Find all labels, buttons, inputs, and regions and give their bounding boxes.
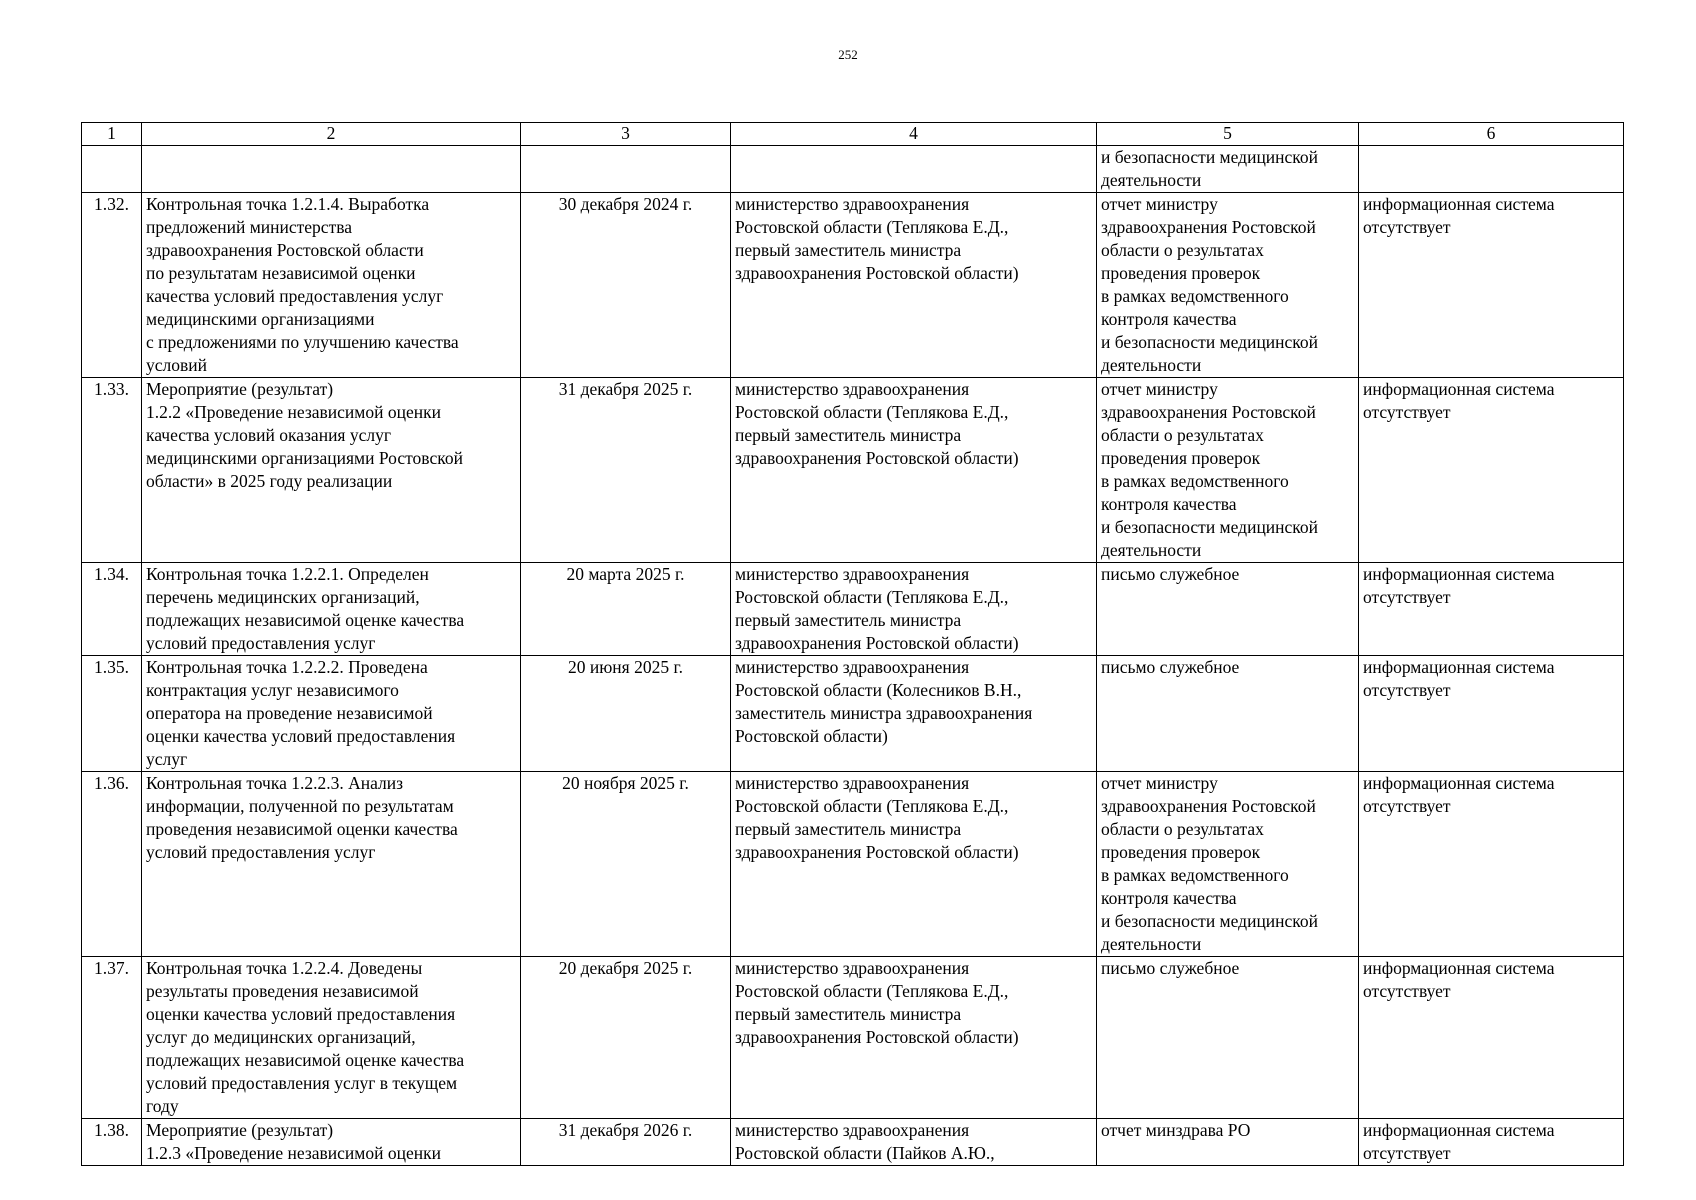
information-system-line: информационная система bbox=[1363, 657, 1555, 677]
event-description-line: по результатам независимой оценки bbox=[146, 263, 416, 283]
event-description-line: оценки качества условий предоставления bbox=[146, 1004, 456, 1024]
event-description-line: перечень медицинских организаций, bbox=[146, 587, 420, 607]
confirming-document-line: деятельности bbox=[1101, 540, 1202, 560]
confirming-document-line: здравоохранения Ростовской bbox=[1101, 796, 1316, 816]
event-description-line: услуг до медицинских организаций, bbox=[146, 1027, 416, 1047]
table-row bbox=[82, 378, 1624, 563]
row-number: 1.33. bbox=[82, 378, 142, 563]
responsible-party-line: Ростовской области (Пайков А.Ю., bbox=[735, 1143, 995, 1163]
column-header: 6 bbox=[1359, 123, 1624, 146]
event-description bbox=[142, 1119, 521, 1166]
event-description bbox=[142, 193, 521, 378]
responsible-party-line: здравоохранения Ростовской области) bbox=[735, 633, 1019, 653]
responsible-party-line: Ростовской области (Теплякова Е.Д., bbox=[735, 796, 1009, 816]
information-system bbox=[1359, 1119, 1624, 1166]
information-system-line: отсутствует bbox=[1363, 1143, 1451, 1163]
confirming-document-line: отчет министру bbox=[1101, 194, 1218, 214]
responsible-party-line: министерство здравоохранения bbox=[735, 194, 970, 214]
responsible-party-line: Ростовской области (Теплякова Е.Д., bbox=[735, 217, 1009, 237]
table-row bbox=[82, 772, 1624, 957]
confirming-document-line: деятельности bbox=[1101, 934, 1202, 954]
responsible-party bbox=[731, 193, 1097, 378]
event-description-line: с предложениями по улучшению качества bbox=[146, 332, 459, 352]
event-description bbox=[142, 772, 521, 957]
table-row bbox=[82, 193, 1624, 378]
table-row bbox=[82, 146, 1624, 193]
event-description-line: условий предоставления услуг bbox=[146, 842, 376, 862]
responsible-party-line: здравоохранения Ростовской области) bbox=[735, 263, 1019, 283]
confirming-document-line: контроля качества bbox=[1101, 494, 1237, 514]
confirming-document-line: области о результатах bbox=[1101, 240, 1264, 260]
confirming-document-line: и безопасности медицинской bbox=[1101, 147, 1319, 167]
responsible-party-line: министерство здравоохранения bbox=[735, 773, 970, 793]
confirming-document-line: проведения проверок bbox=[1101, 448, 1261, 468]
confirming-document-line: отчет министру bbox=[1101, 379, 1218, 399]
information-system-line: отсутствует bbox=[1363, 981, 1451, 1001]
column-header: 2 bbox=[142, 123, 521, 146]
information-system-line: информационная система bbox=[1363, 194, 1555, 214]
responsible-party-line: первый заместитель министра bbox=[735, 819, 962, 839]
column-header: 3 bbox=[521, 123, 731, 146]
confirming-document-line: в рамках ведомственного bbox=[1101, 865, 1289, 885]
information-system-line: отсутствует bbox=[1363, 587, 1451, 607]
responsible-party-line: министерство здравоохранения bbox=[735, 379, 970, 399]
information-system-line: отсутствует bbox=[1363, 680, 1451, 700]
event-description-line: медицинскими организациями bbox=[146, 309, 375, 329]
responsible-party bbox=[731, 1119, 1097, 1166]
event-description bbox=[142, 378, 521, 563]
event-description-line: условий bbox=[146, 355, 207, 375]
row-number: 1.32. bbox=[82, 193, 142, 378]
deadline-date: 20 ноября 2025 г. bbox=[521, 772, 731, 957]
responsible-party bbox=[731, 656, 1097, 772]
responsible-party bbox=[731, 563, 1097, 656]
confirming-document bbox=[1097, 772, 1359, 957]
deadline-date: 31 декабря 2025 г. bbox=[521, 378, 731, 563]
confirming-document-line: области о результатах bbox=[1101, 425, 1264, 445]
table-row bbox=[82, 563, 1624, 656]
information-system bbox=[1359, 146, 1624, 193]
event-description-line: предложений министерства bbox=[146, 217, 353, 237]
event-description-line: результаты проведения независимой bbox=[146, 981, 419, 1001]
row-number: 1.35. bbox=[82, 656, 142, 772]
information-system-line: отсутствует bbox=[1363, 217, 1451, 237]
event-description-line: Контрольная точка 1.2.1.4. Выработка bbox=[146, 194, 430, 214]
deadline-date: 20 марта 2025 г. bbox=[521, 563, 731, 656]
table-row bbox=[82, 656, 1624, 772]
header-row bbox=[82, 123, 1624, 146]
page-number: 252 bbox=[838, 47, 858, 62]
deadline-date: 20 июня 2025 г. bbox=[521, 656, 731, 772]
confirming-document-line: в рамках ведомственного bbox=[1101, 286, 1289, 306]
responsible-party-line: первый заместитель министра bbox=[735, 1004, 962, 1024]
event-description-line: подлежащих независимой оценке качества bbox=[146, 610, 465, 630]
responsible-party-line: здравоохранения Ростовской области) bbox=[735, 842, 1019, 862]
deadline-date bbox=[521, 146, 731, 193]
responsible-party-line: Ростовской области) bbox=[735, 726, 888, 746]
event-description-line: качества условий оказания услуг bbox=[146, 425, 392, 445]
confirming-document-line: письмо служебное bbox=[1101, 657, 1240, 677]
information-system-line: информационная система bbox=[1363, 379, 1555, 399]
information-system bbox=[1359, 656, 1624, 772]
column-header: 4 bbox=[731, 123, 1097, 146]
deadline-date: 31 декабря 2026 г. bbox=[521, 1119, 731, 1166]
responsible-party-line: Ростовской области (Теплякова Е.Д., bbox=[735, 981, 1009, 1001]
event-description bbox=[142, 146, 521, 193]
confirming-document-line: проведения проверок bbox=[1101, 263, 1261, 283]
confirming-document-line: отчет министру bbox=[1101, 773, 1218, 793]
event-description bbox=[142, 957, 521, 1119]
deadline-date: 30 декабря 2024 г. bbox=[521, 193, 731, 378]
event-description-line: услуг bbox=[146, 749, 188, 769]
row-number: 1.34. bbox=[82, 563, 142, 656]
responsible-party bbox=[731, 146, 1097, 193]
event-description-line: здравоохранения Ростовской области bbox=[146, 240, 424, 260]
responsible-party-line: министерство здравоохранения bbox=[735, 657, 970, 677]
information-system bbox=[1359, 563, 1624, 656]
row-number: 1.37. bbox=[82, 957, 142, 1119]
confirming-document-line: проведения проверок bbox=[1101, 842, 1261, 862]
confirming-document-line: письмо служебное bbox=[1101, 564, 1240, 584]
confirming-document-line: контроля качества bbox=[1101, 309, 1237, 329]
row-number: 1.38. bbox=[82, 1119, 142, 1166]
event-description-line: подлежащих независимой оценке качества bbox=[146, 1050, 465, 1070]
column-header: 5 bbox=[1097, 123, 1359, 146]
event-description-line: проведения независимой оценки качества bbox=[146, 819, 458, 839]
responsible-party-line: Ростовской области (Колесников В.Н., bbox=[735, 680, 1022, 700]
event-description-line: условий предоставления услуг bbox=[146, 633, 376, 653]
event-description-line: Контрольная точка 1.2.2.3. Анализ bbox=[146, 773, 404, 793]
table-body bbox=[82, 146, 1624, 1166]
confirming-document-line: здравоохранения Ростовской bbox=[1101, 402, 1316, 422]
column-header: 1 bbox=[82, 123, 142, 146]
information-system-line: отсутствует bbox=[1363, 796, 1451, 816]
deadline-date: 20 декабря 2025 г. bbox=[521, 957, 731, 1119]
information-system bbox=[1359, 378, 1624, 563]
event-description-line: Контрольная точка 1.2.2.2. Проведена bbox=[146, 657, 428, 677]
confirming-document-line: в рамках ведомственного bbox=[1101, 471, 1289, 491]
information-system-line: информационная система bbox=[1363, 773, 1555, 793]
confirming-document-line: области о результатах bbox=[1101, 819, 1264, 839]
responsible-party bbox=[731, 772, 1097, 957]
information-system-line: информационная система bbox=[1363, 958, 1555, 978]
responsible-party-line: первый заместитель министра bbox=[735, 610, 962, 630]
information-system-line: отсутствует bbox=[1363, 402, 1451, 422]
responsible-party-line: Ростовской области (Теплякова Е.Д., bbox=[735, 402, 1009, 422]
event-description-line: контрактация услуг независимого bbox=[146, 680, 399, 700]
responsible-party-line: здравоохранения Ростовской области) bbox=[735, 1027, 1019, 1047]
responsible-party-line: министерство здравоохранения bbox=[735, 958, 970, 978]
responsible-party-line: первый заместитель министра bbox=[735, 425, 962, 445]
events-table bbox=[81, 122, 1624, 1166]
event-description-line: оценки качества условий предоставления bbox=[146, 726, 456, 746]
information-system bbox=[1359, 193, 1624, 378]
information-system-line: информационная система bbox=[1363, 1120, 1555, 1140]
responsible-party bbox=[731, 957, 1097, 1119]
confirming-document bbox=[1097, 378, 1359, 563]
confirming-document bbox=[1097, 1119, 1359, 1166]
confirming-document-line: контроля качества bbox=[1101, 888, 1237, 908]
event-description-line: Мероприятие (результат) bbox=[146, 379, 334, 399]
confirming-document bbox=[1097, 563, 1359, 656]
confirming-document bbox=[1097, 656, 1359, 772]
table-row bbox=[82, 957, 1624, 1119]
event-description-line: году bbox=[146, 1096, 179, 1116]
responsible-party-line: Ростовской области (Теплякова Е.Д., bbox=[735, 587, 1009, 607]
event-description bbox=[142, 563, 521, 656]
confirming-document-line: отчет минздрава РО bbox=[1101, 1120, 1251, 1140]
confirming-document-line: и безопасности медицинской bbox=[1101, 911, 1319, 931]
confirming-document-line: и безопасности медицинской bbox=[1101, 332, 1319, 352]
event-description-line: Мероприятие (результат) bbox=[146, 1120, 334, 1140]
table-row bbox=[82, 1119, 1624, 1166]
information-system-line: информационная система bbox=[1363, 564, 1555, 584]
confirming-document-line: и безопасности медицинской bbox=[1101, 517, 1319, 537]
event-description-line: условий предоставления услуг в текущем bbox=[146, 1073, 458, 1093]
confirming-document bbox=[1097, 146, 1359, 193]
event-description-line: 1.2.3 «Проведение независимой оценки bbox=[146, 1143, 441, 1163]
responsible-party-line: первый заместитель министра bbox=[735, 240, 962, 260]
event-description-line: медицинскими организациями Ростовской bbox=[146, 448, 463, 468]
row-number bbox=[82, 146, 142, 193]
information-system bbox=[1359, 772, 1624, 957]
responsible-party-line: здравоохранения Ростовской области) bbox=[735, 448, 1019, 468]
responsible-party-line: министерство здравоохранения bbox=[735, 1120, 970, 1140]
event-description-line: информации, полученной по результатам bbox=[146, 796, 454, 816]
confirming-document-line: деятельности bbox=[1101, 170, 1202, 190]
event-description-line: области» в 2025 году реализации bbox=[146, 471, 393, 491]
confirming-document-line: письмо служебное bbox=[1101, 958, 1240, 978]
event-description-line: оператора на проведение независимой bbox=[146, 703, 433, 723]
confirming-document bbox=[1097, 957, 1359, 1119]
event-description-line: качества условий предоставления услуг bbox=[146, 286, 444, 306]
responsible-party bbox=[731, 378, 1097, 563]
responsible-party-line: заместитель министра здравоохранения bbox=[735, 703, 1033, 723]
information-system bbox=[1359, 957, 1624, 1119]
event-description-line: 1.2.2 «Проведение независимой оценки bbox=[146, 402, 441, 422]
responsible-party-line: министерство здравоохранения bbox=[735, 564, 970, 584]
confirming-document bbox=[1097, 193, 1359, 378]
confirming-document-line: деятельности bbox=[1101, 355, 1202, 375]
event-description bbox=[142, 656, 521, 772]
row-number: 1.36. bbox=[82, 772, 142, 957]
event-description-line: Контрольная точка 1.2.2.1. Определен bbox=[146, 564, 429, 584]
confirming-document-line: здравоохранения Ростовской bbox=[1101, 217, 1316, 237]
event-description-line: Контрольная точка 1.2.2.4. Доведены bbox=[146, 958, 423, 978]
